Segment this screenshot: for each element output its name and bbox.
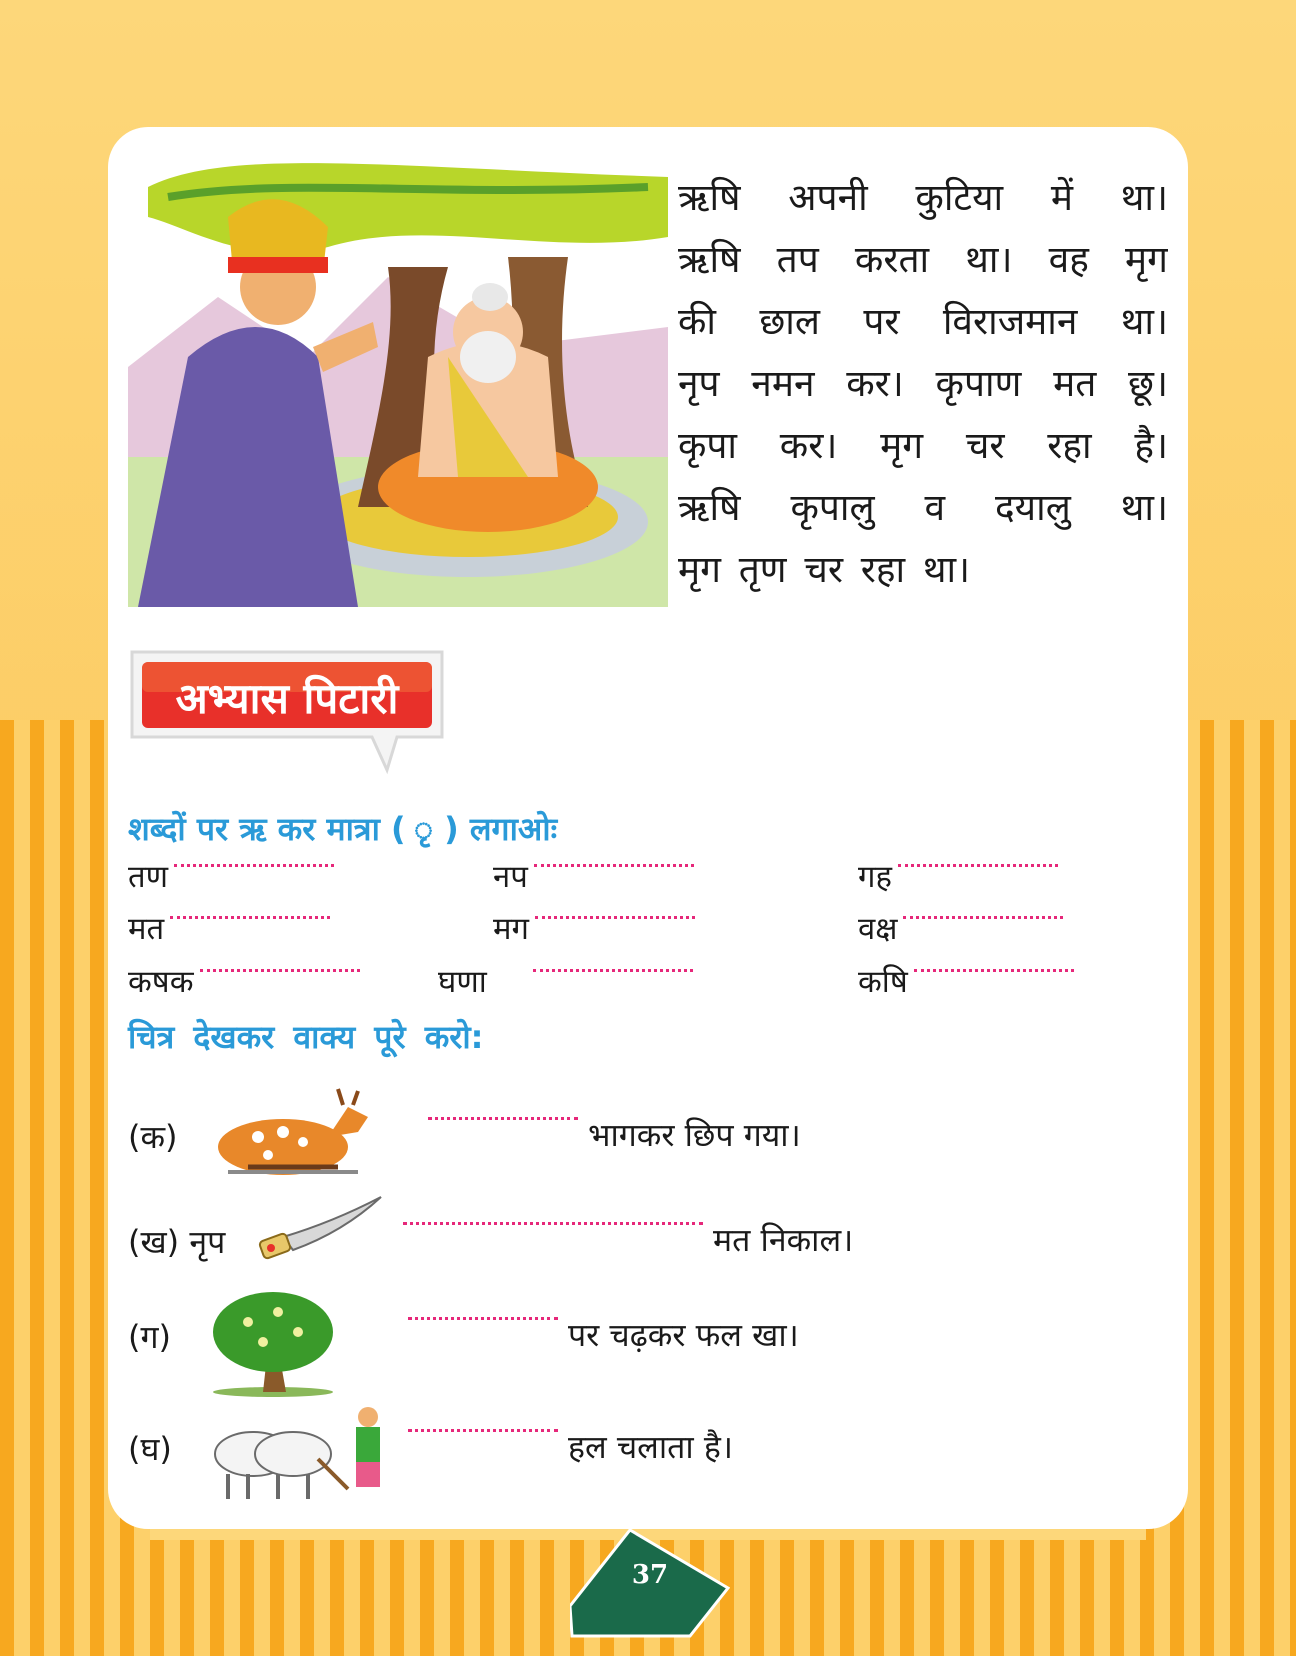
sentence-row	[128, 1192, 1168, 1292]
story-line: ऋषि अपनी कुटिया में था।	[678, 176, 1168, 219]
word-item: कषि	[858, 957, 1074, 1007]
item-label: (ख) नृप	[128, 1223, 226, 1261]
word-item: मत	[128, 904, 330, 954]
page-number: 37	[631, 1560, 669, 1590]
blank-line	[174, 852, 334, 867]
word-item: गह	[858, 852, 1058, 902]
story-line: मृग तृण चर रहा था।	[678, 548, 971, 591]
question-2: चित्र देखकर वाक्य पूरे करो:	[128, 1018, 484, 1056]
story-line: की छाल पर विराजमान था।	[678, 300, 1168, 343]
word-item: वक्ष	[858, 904, 1063, 954]
blank-line	[408, 1417, 558, 1432]
sword-icon	[253, 1192, 383, 1267]
item-label: (ग)	[128, 1318, 171, 1356]
tree-icon	[208, 1287, 338, 1397]
word-item: कषक	[128, 957, 360, 1007]
blank-line	[534, 852, 694, 867]
word-grid	[128, 852, 1168, 1042]
story-line: ऋषि कृपालु व दयालु था।	[678, 486, 1168, 529]
item-label: (घ)	[128, 1430, 172, 1468]
blank-line	[914, 957, 1074, 972]
sentence-row	[128, 1287, 1168, 1397]
word-item: मग	[493, 904, 695, 954]
word-item: घणा	[438, 957, 693, 1007]
word-item: तण	[128, 852, 334, 902]
blank-line	[903, 904, 1063, 919]
story-line: कृपा कर। मृग चर रहा है।	[678, 424, 1168, 467]
story-line: नृप नमन कर। कृपाण मत छू।	[678, 362, 1168, 405]
blank-line	[408, 1305, 558, 1320]
question-1: शब्दों पर ऋ कर मात्रा ( ृ ) लगाओः	[128, 810, 558, 848]
blank-line	[403, 1210, 703, 1225]
farmer-plough-icon	[208, 1399, 388, 1509]
word-item: नप	[493, 852, 694, 902]
deer-icon	[208, 1087, 378, 1182]
story-text	[678, 167, 1168, 601]
sentence-text: भागकर छिप गया।	[588, 1116, 801, 1154]
blank-line	[200, 957, 360, 972]
sentence-text: हल चलाता है।	[568, 1428, 733, 1466]
story-line: ऋषि तप करता था। वह मृग	[678, 238, 1168, 281]
blank-line	[898, 852, 1058, 867]
section-badge: अभ्यास पिटारी	[175, 674, 399, 723]
item-label: (क)	[128, 1118, 178, 1156]
blank-line	[170, 904, 330, 919]
blank-line	[428, 1105, 578, 1120]
page-card	[108, 127, 1188, 1529]
sentence-row	[128, 1399, 1168, 1509]
sentence-text: पर चढ़कर फल खा।	[568, 1316, 799, 1354]
sage-king-illustration	[128, 157, 668, 607]
sentence-text: मत निकाल।	[713, 1221, 854, 1259]
blank-line	[535, 904, 695, 919]
blank-line	[533, 957, 693, 972]
sentence-row	[128, 1087, 1168, 1187]
